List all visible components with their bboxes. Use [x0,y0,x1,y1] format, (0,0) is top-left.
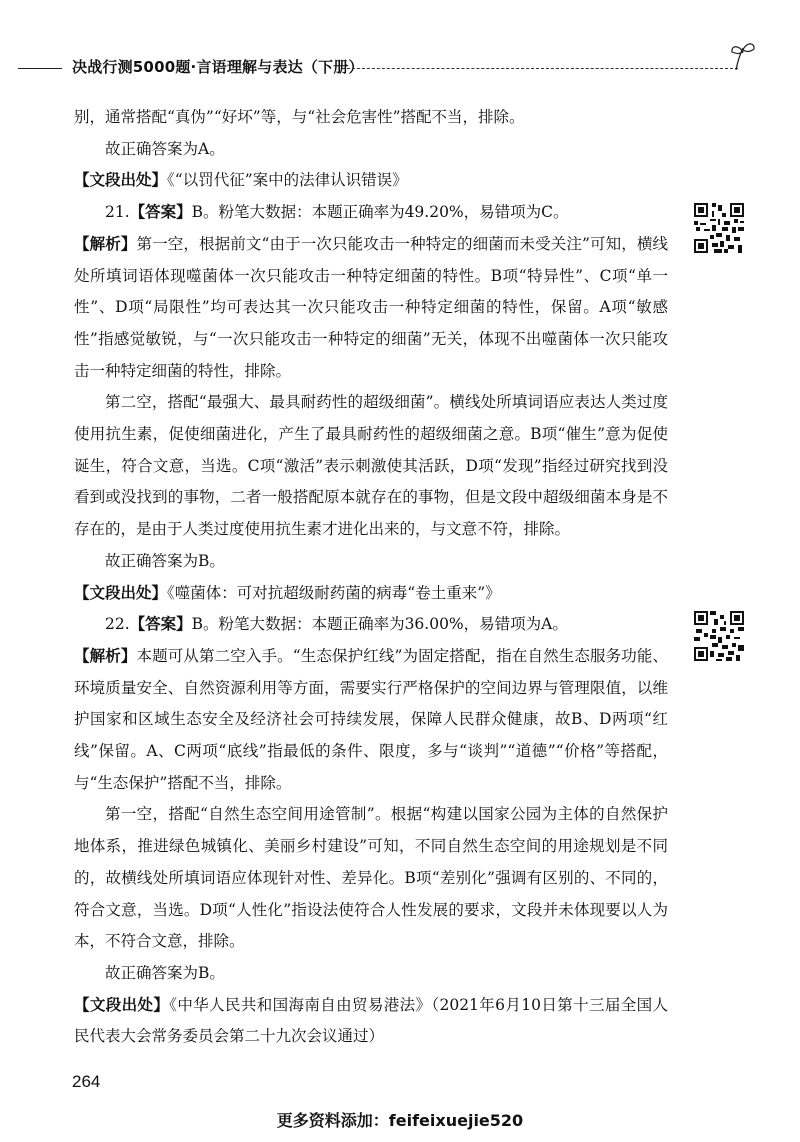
analysis-label: 【解析】 [74,234,137,253]
header-rule-right [342,68,738,69]
sprout-icon [728,40,758,74]
paragraph: 别，通常搭配“真伪”“好坏”等，与“社会危害性”搭配不当，排除。 [74,108,525,126]
paragraph: 故正确答案为B。 [105,551,225,570]
answer-text: B。粉笔大数据：本题正确率为36.00%，易错项为A。 [191,615,568,634]
running-header [0,54,760,84]
analysis-paragraph [74,229,668,388]
paragraph: 故正确答案为A。 [105,139,225,158]
answer-label: 【答案】 [129,615,192,634]
header-rule-left [18,68,62,69]
answer-label: 【答案】 [129,203,192,222]
page-body [74,102,668,1053]
source-label: 【文段出处】 [74,995,170,1014]
source-line [74,578,668,610]
qr-code-icon[interactable] [694,203,744,253]
paragraph: 第一空，搭配“自然生态空间用途管制”。根据“构建以国家公园为主体的自然保护地体系，推进绿色城镇化、美丽乡村建设”可知，不同自然生态空间的用途规划是不同的，故横线处所填词语应体现针对性、差异化。B项“差别化”强调有区别的、不同的，符合文意，当选。D项“人性化”指设法使符合人性发展的要求，文段并未体现要以人为本，不符合文意，排除。 [74,805,668,951]
book-title: 决战行测5000题·言语理解与表达（下册） [72,58,364,76]
question-number: 22. [105,615,130,634]
analysis-paragraph [74,641,668,800]
analysis-text: 第一空，根据前文“由于一次只能攻击一种特定的细菌而未受关注”可知，横线处所填词语体现噬菌体一次只能攻击一种特定细菌的特性。B项“特异性”、C项“单一性”、D项“局限性”均可表达其一次只能攻击一种特定细菌的特性，保留。A项“敏感性”指感觉敏锐，与“一次只能攻击一种特定的细菌”无关，体现不出噬菌体一次只能攻击一种特定细菌的特性，排除。 [74,234,668,380]
paragraph: 故正确答案为B。 [105,963,225,982]
analysis-text: 本题可从第二空入手。“生态保护红线”为固定搭配，指在自然生态服务功能、环境质量安全、自然资源利用等方面，需要实行严格保护的空间边界与管理限值，以维护国家和区域生态安全及经济社会可持续发展，保障人民群众健康，故B、D两项“红线”保留。A、C两项“底线”指最低的条件、限度，多与“谈判”“道德”“价格”等搭配，与“生态保护”搭配不当，排除。 [74,646,668,792]
source-label: 【文段出处】 [74,583,168,602]
source-text: 《噬菌体：可对抗超级耐药菌的病毒“卷土重来”》 [167,583,501,602]
paragraph: 第二空，搭配“最强大、最具耐药性的超级细菌”。横线处所填词语应表达人类过度使用抗生素，促使细菌进化，产生了最具耐药性的超级细菌之意。B项“催生”意为促使诞生，符合文意，当选。C项“激活”表示刺激使其活跃，D项“发现”指经过研究找到没看到或没找到的事物，二者一般搭配原本就存在的事物，但是文段中超级细菌本身是不存在的，是由于人类过度使用抗生素才进化出来的，与文意不符，排除。 [74,393,668,539]
source-text: 《“以罚代征”案中的法律认识错误》 [167,171,408,190]
qr-code-icon[interactable] [694,611,744,661]
footer-watermark: 更多资料添加：feifeixuejie520 [276,1111,524,1130]
answer-text: B。粉笔大数据：本题正确率为49.20%，易错项为C。 [191,203,569,222]
page-number: 264 [72,1072,101,1091]
answer-line-22 [74,609,668,641]
source-label: 【文段出处】 [74,171,168,190]
source-text: 《中华人民共和国海南自由贸易港法》（2021年6月10日第十三届全国人民代表大会常务委员会第二十九次会议通过） [74,995,668,1046]
question-number: 21. [105,203,130,222]
source-line [74,165,668,197]
answer-line-21 [74,197,668,229]
source-line [74,990,668,1053]
analysis-label: 【解析】 [74,646,137,665]
